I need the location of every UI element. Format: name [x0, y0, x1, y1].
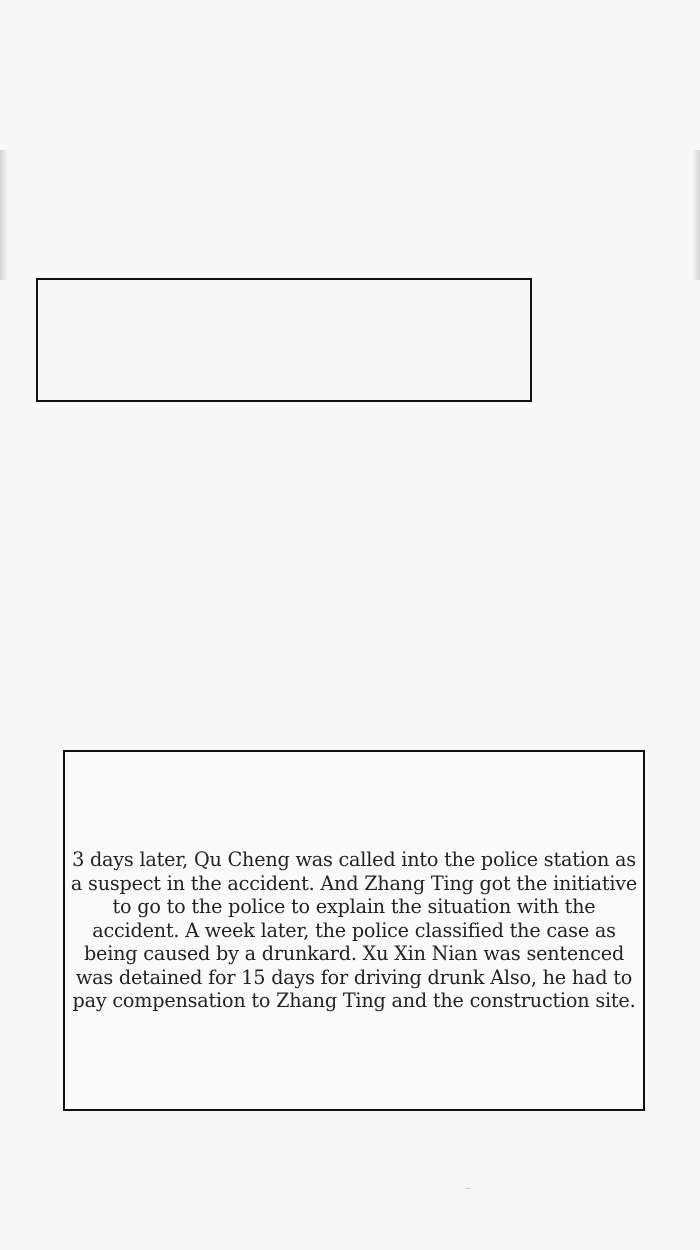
caption-text: 3 days later, Qu Cheng was called into the police station as a suspect in the accident. And Zhang Ting got the initiative to go to the police to explain the situation with the accident. A week later, the police classified the case as being caused by a drunkard. Xu Xin Nian was sentenced was detained for 15 days for driving drunk Also, he had to pay compensation to Zhang Ting and the construction site. [70, 848, 638, 1013]
faint-page-mark [466, 1188, 471, 1189]
caption-box [63, 750, 645, 1111]
left-page-edge-shadow [0, 150, 8, 280]
right-page-edge-shadow [692, 150, 700, 280]
empty-caption-box [36, 278, 532, 402]
